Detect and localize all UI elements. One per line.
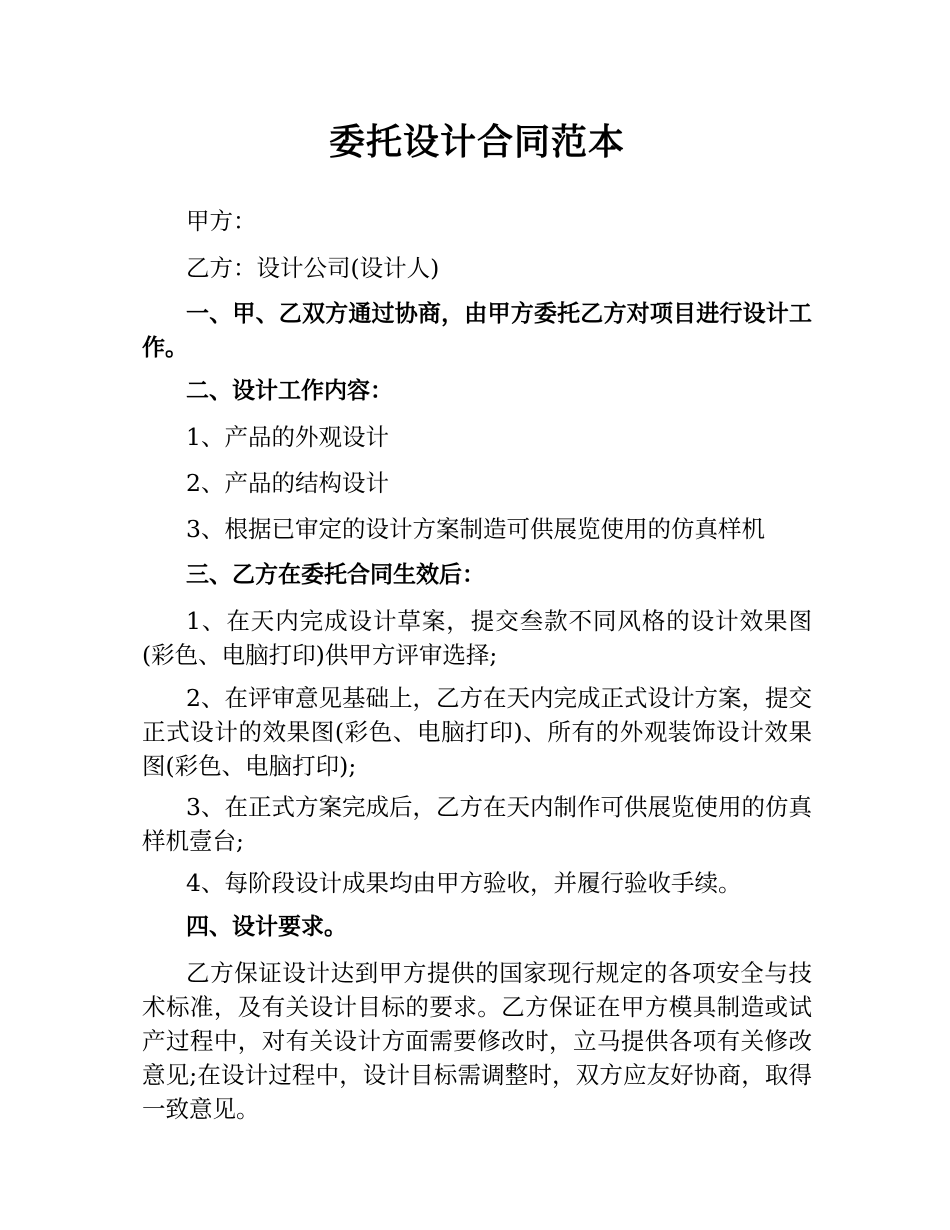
clause-2-item: 1、产品的外观设计 — [186, 423, 389, 451]
clause-2-item: 2、产品的结构设计 — [186, 469, 389, 497]
clause-3-item: 1、在天内完成设计草案，提交叁款不同风格的设计效果图(彩色、电脑打印)供甲方评审选择; — [142, 607, 812, 669]
party-a-line: 甲方： — [186, 207, 257, 235]
document-title: 委托设计合同范本 — [328, 122, 625, 163]
clause-3-item: 2、在评审意见基础上，乙方在天内完成正式设计方案，提交正式设计的效果图(彩色、电脑打印)、所有的外观装饰设计效果图(彩色、电脑打印); — [142, 684, 812, 780]
clause-3-heading: 三、乙方在委托合同生效后： — [186, 562, 485, 588]
clause-2-item: 3、根据已审定的设计方案制造可供展览使用的仿真样机 — [186, 515, 765, 543]
clause-3-item: 3、在正式方案完成后，乙方在天内制作可供展览使用的仿真样机壹台; — [142, 793, 812, 855]
clause-4-heading: 四、设计要求。 — [186, 914, 347, 940]
clause-3-item: 4、每阶段设计成果均由甲方验收，并履行验收手续。 — [186, 869, 742, 897]
party-b-line: 乙方：设计公司(设计人) — [186, 254, 440, 282]
clause-2-heading: 二、设计工作内容： — [186, 378, 393, 404]
clause-1: 一、甲、乙双方通过协商，由甲方委托乙方对项目进行设计工作。 — [142, 301, 812, 361]
clause-4-body: 乙方保证设计达到甲方提供的国家现行规定的各项安全与技术标准，及有关设计目标的要求。乙方保证在甲方模具制造或试产过程中，对有关设计方面需要修改时，立马提供各项有关修改意见;在设计过程中，设计目标需调整时，双方应友好协商，取得一致意见。 — [142, 959, 812, 1123]
